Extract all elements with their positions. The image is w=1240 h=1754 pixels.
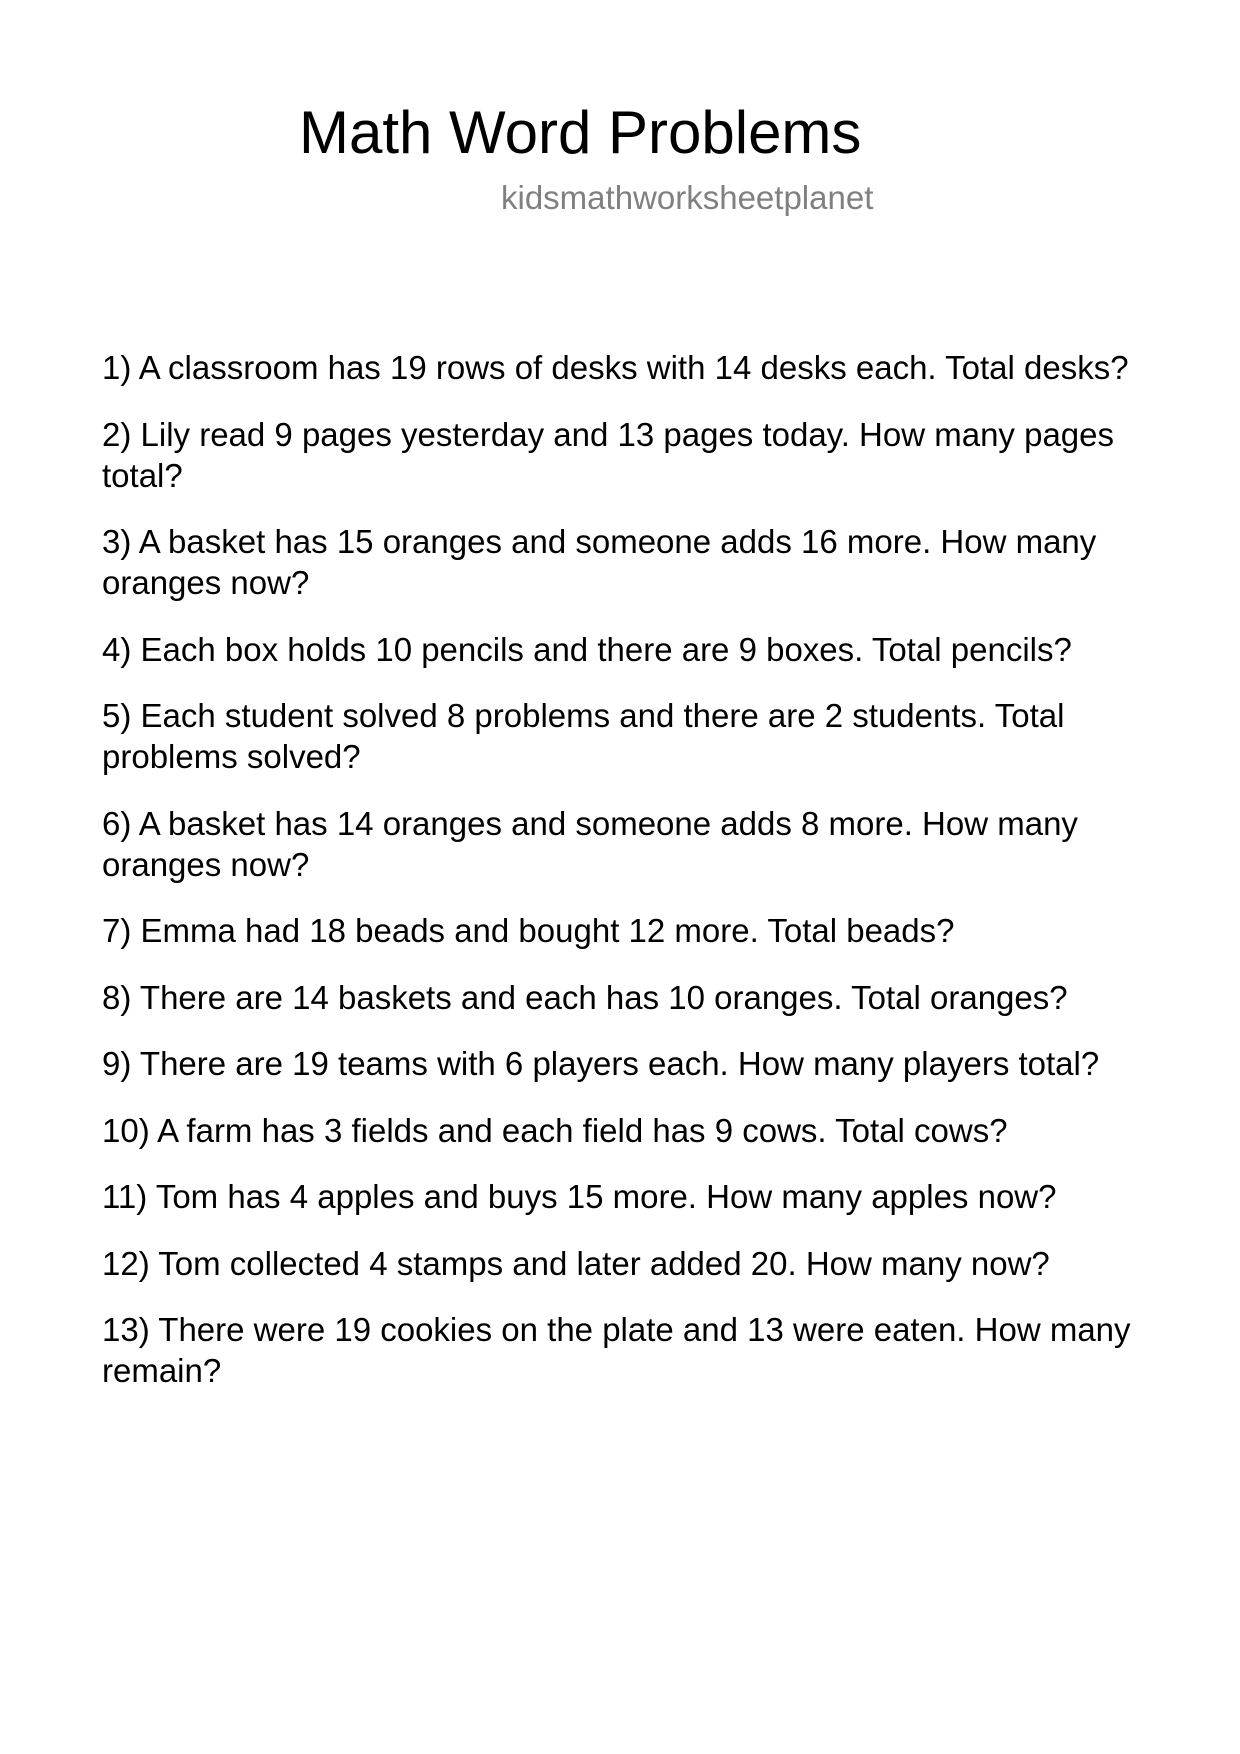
- problem-text: A basket has 15 oranges and someone adds 16 more. How many oranges now?: [102, 523, 1097, 601]
- problem-item: [102, 521, 1152, 603]
- problem-number: 6): [102, 804, 132, 842]
- problem-item: [102, 1243, 1152, 1284]
- problem-number: 7): [102, 912, 132, 949]
- problem-number: 4): [102, 630, 132, 668]
- problem-item: [102, 347, 1152, 388]
- problem-text: Emma had 18 beads and bought 12 more. Total beads?: [140, 912, 955, 949]
- problem-text: A farm has 3 fields and each field has 9 cows. Total cows?: [157, 1111, 1008, 1149]
- problem-number: 8): [102, 978, 132, 1016]
- problem-item: [102, 695, 1152, 777]
- problem-text: There were 19 cookies on the plate and 13 were eaten. How many remain?: [102, 1311, 1131, 1389]
- problem-text: Lily read 9 pages yesterday and 13 pages today. How many pages total?: [102, 415, 1115, 494]
- problem-text: There are 19 teams with 6 players each. How many players total?: [139, 1045, 1100, 1082]
- problem-list: [102, 347, 1152, 1417]
- problem-number: 13): [102, 1311, 150, 1348]
- problem-number: 3): [102, 523, 132, 560]
- problem-item: [102, 1309, 1152, 1391]
- problem-item: [102, 1110, 1152, 1151]
- problem-number: 11): [102, 1178, 148, 1215]
- problem-item: [102, 803, 1152, 885]
- problem-number: 12): [102, 1244, 150, 1282]
- problem-text: Each box holds 10 pencils and there are 9 boxes. Total pencils?: [140, 630, 1072, 668]
- problem-text: A basket has 14 oranges and someone adds 8 more. How many oranges now?: [102, 804, 1078, 883]
- problem-item: [102, 414, 1152, 496]
- problem-number: 2): [102, 415, 132, 453]
- problem-text: Tom collected 4 stamps and later added 20. How many now?: [158, 1244, 1050, 1282]
- problem-text: There are 14 baskets and each has 10 oranges. Total oranges?: [139, 978, 1068, 1016]
- problem-item: [102, 977, 1152, 1018]
- problem-number: 1): [102, 349, 132, 386]
- problem-item: [102, 629, 1152, 670]
- problem-item: [102, 1043, 1152, 1084]
- problem-item: [102, 910, 1152, 951]
- problem-number: 10): [102, 1111, 150, 1149]
- problem-text: Tom has 4 apples and buys 15 more. How many apples now?: [155, 1178, 1057, 1215]
- page-title: Math Word Problems: [299, 99, 862, 166]
- page-subtitle: kidsmathworksheetplanet: [501, 179, 874, 216]
- problem-text: Each student solved 8 problems and there are 2 students. Total problems solved?: [102, 697, 1065, 775]
- problem-number: 9): [102, 1045, 132, 1082]
- problem-item: [102, 1176, 1152, 1217]
- problem-text: A classroom has 19 rows of desks with 14 desks each. Total desks?: [138, 349, 1129, 386]
- problem-number: 5): [102, 697, 132, 734]
